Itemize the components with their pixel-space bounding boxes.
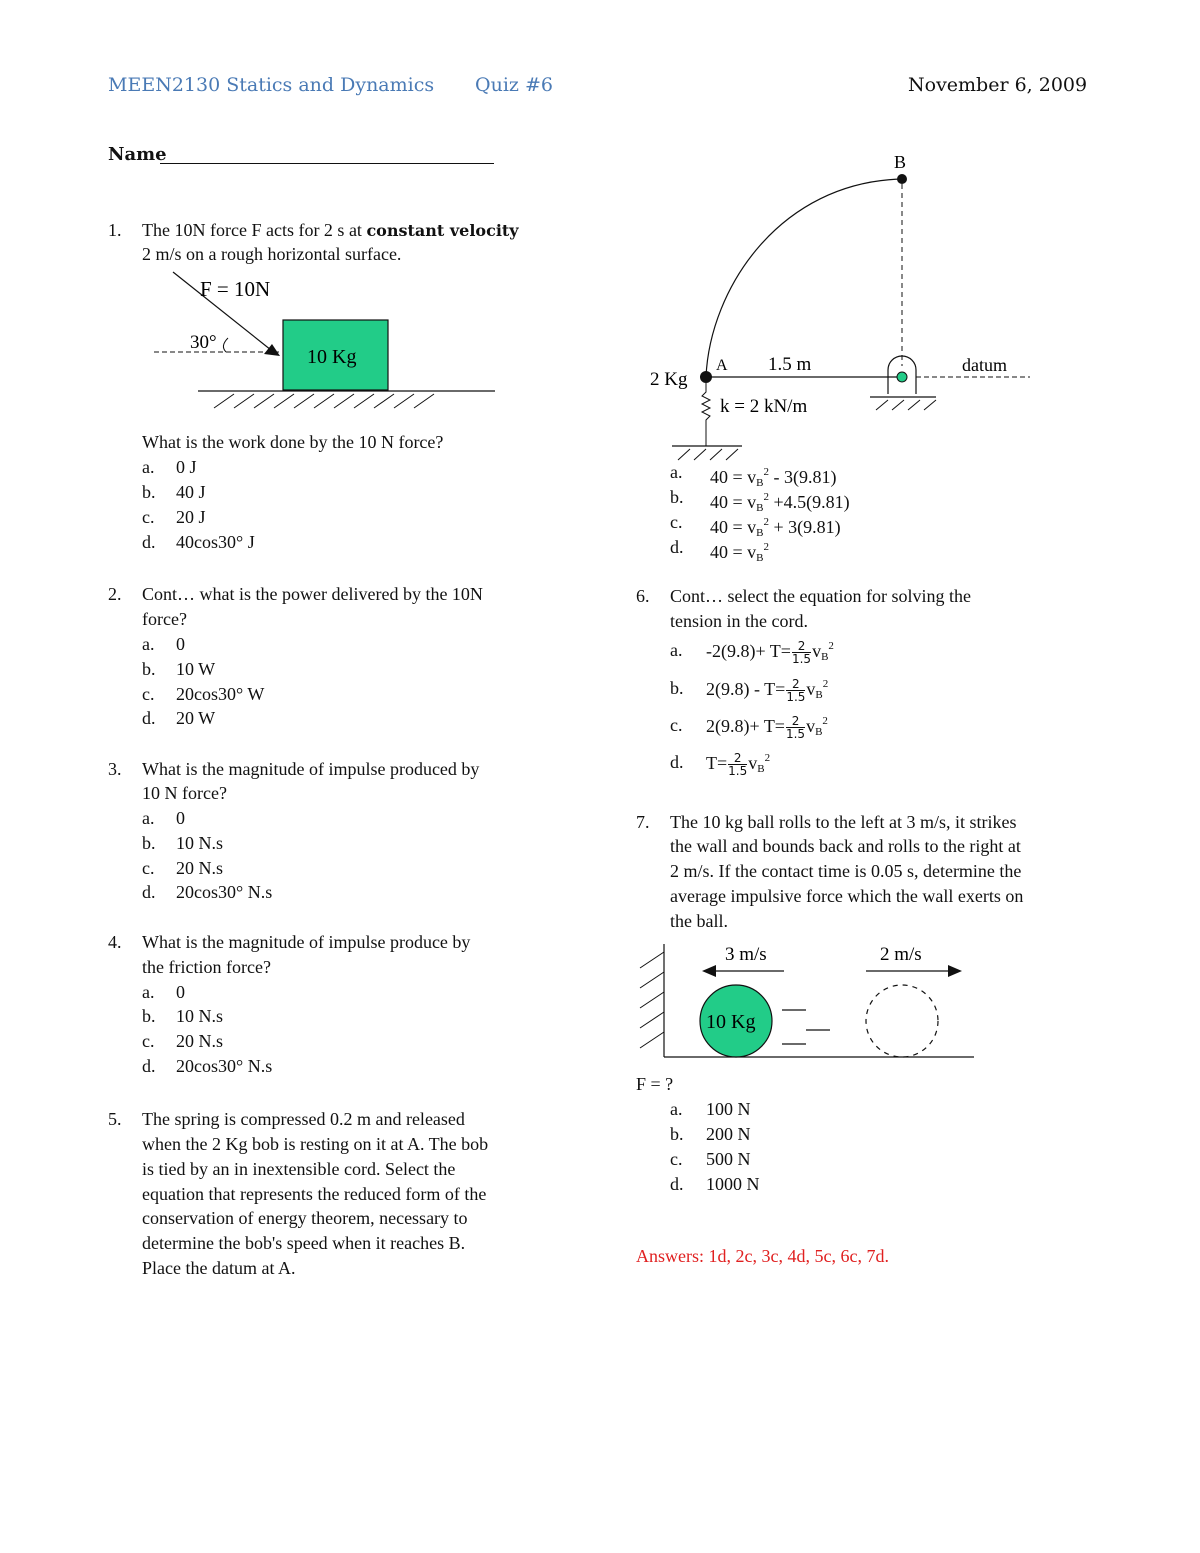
q6-option-letter: b. bbox=[670, 678, 684, 698]
q5-text-line: equation that represents the reduced form of the bbox=[142, 1184, 487, 1204]
q6-option-letter: d. bbox=[670, 752, 684, 772]
q3-text-line1: What is the magnitude of impulse produced by bbox=[142, 759, 480, 779]
q5-option-d[interactable]: $40 = v_B^2$ bbox=[710, 541, 769, 564]
q7-text-line: 2 m/s. If the contact time is 0.05 s, determine the bbox=[670, 861, 1022, 881]
q2-option-b[interactable]: 10 W bbox=[176, 659, 216, 679]
q6-text-line2: tension in the cord. bbox=[670, 611, 808, 631]
q6-number: 6. bbox=[636, 586, 650, 606]
name-label: Name bbox=[108, 144, 167, 165]
q6-option-d[interactable]: T= $\frac{2}{1.5}$ $v_B^2$ bbox=[706, 751, 771, 779]
q5-option-a[interactable]: $40 = v_B^2 - 3(9.81)$ bbox=[710, 466, 837, 489]
spring-label: k = 2 kN/m bbox=[720, 396, 808, 417]
ball-rebound bbox=[866, 985, 938, 1057]
q5-text-line: is tied by an in inextensible cord. Select the bbox=[142, 1159, 456, 1179]
q1-option-a[interactable]: 0 J bbox=[176, 457, 197, 477]
q1-text-line2: 2 m/s on a rough horizontal surface. bbox=[142, 244, 402, 264]
q1-block-diagram bbox=[140, 268, 510, 413]
q7-option-c[interactable]: 500 N bbox=[706, 1149, 751, 1169]
q3-option-letter: d. bbox=[142, 882, 156, 902]
q1-text-line1: The 10N force F acts for 2 s at constant velocity bbox=[142, 220, 519, 240]
q1-option-c[interactable]: 20 J bbox=[176, 507, 206, 527]
q6-option-b[interactable]: 2(9.8) - T= $\frac{2}{1.5}$ $v_B^2$ bbox=[706, 677, 829, 705]
q7-number: 7. bbox=[636, 812, 650, 832]
q6-option-letter: a. bbox=[670, 640, 683, 660]
q2-text-line2: force? bbox=[142, 609, 187, 629]
q1-option-letter: c. bbox=[142, 507, 155, 527]
swing-arc bbox=[706, 179, 902, 377]
q3-option-b[interactable]: 10 N.s bbox=[176, 833, 224, 853]
point-b-label: B bbox=[894, 152, 907, 172]
q4-option-a[interactable]: 0 bbox=[176, 982, 185, 1002]
q3-number: 3. bbox=[108, 759, 122, 779]
q4-option-d[interactable]: 20cos30° N.s bbox=[176, 1056, 273, 1076]
answer-key: Answers: 1d, 2c, 3c, 4d, 5c, 6c, 7d. bbox=[636, 1246, 889, 1266]
q4-text-line2: the friction force? bbox=[142, 957, 271, 977]
q5-text-line: Place the datum at A. bbox=[142, 1258, 296, 1278]
q1-angle-label: 30° bbox=[190, 332, 217, 353]
bob-a bbox=[700, 371, 712, 383]
q2-option-letter: a. bbox=[142, 634, 155, 654]
q3-option-letter: b. bbox=[142, 833, 156, 853]
q3-option-letter: c. bbox=[142, 858, 155, 878]
pin bbox=[897, 372, 907, 382]
velocity-right-label: 2 m/s bbox=[880, 944, 922, 965]
length-label: 1.5 m bbox=[768, 354, 812, 375]
wall-hatch bbox=[640, 952, 664, 1048]
spring bbox=[702, 383, 710, 446]
q5-option-b[interactable]: $40 = v_B^2 +4.5(9.81)$ bbox=[710, 491, 850, 514]
q2-option-d[interactable]: 20 W bbox=[176, 708, 216, 728]
ball-mass-label: 10 Kg bbox=[706, 1011, 756, 1033]
q6-option-letter: c. bbox=[670, 715, 683, 735]
q1-ground-hatch bbox=[214, 394, 434, 408]
q2-option-letter: b. bbox=[142, 659, 156, 679]
q7-text-line: The 10 kg ball rolls to the left at 3 m/s, it strikes bbox=[670, 812, 1017, 832]
q7-prompt: F = ? bbox=[636, 1074, 674, 1094]
q5-pendulum-diagram bbox=[640, 148, 1040, 466]
quiz-title: Quiz #6 bbox=[475, 74, 553, 96]
q2-option-a[interactable]: 0 bbox=[176, 634, 185, 654]
q5-option-c[interactable]: $40 = v_B^2 + 3(9.81)$ bbox=[710, 516, 841, 539]
q4-number: 4. bbox=[108, 932, 122, 952]
course-title: MEEN2130 Statics and Dynamics bbox=[108, 74, 435, 96]
q5-option-letter: b. bbox=[670, 487, 684, 507]
point-a-label: A bbox=[716, 357, 728, 374]
q7-text-line: the ball. bbox=[670, 911, 728, 931]
q4-option-c[interactable]: 20 N.s bbox=[176, 1031, 224, 1051]
datum-label: datum bbox=[962, 355, 1007, 375]
name-field[interactable] bbox=[160, 163, 494, 164]
q2-option-letter: d. bbox=[142, 708, 156, 728]
q7-option-b[interactable]: 200 N bbox=[706, 1124, 751, 1144]
q4-option-letter: a. bbox=[142, 982, 155, 1002]
q2-text-line1: Cont… what is the power delivered by the 10N bbox=[142, 584, 483, 604]
q3-option-d[interactable]: 20cos30° N.s bbox=[176, 882, 273, 902]
q5-text-line: when the 2 Kg bob is resting on it at A. The bob bbox=[142, 1134, 489, 1154]
q1-option-b[interactable]: 40 J bbox=[176, 482, 206, 502]
q5-text-line: The spring is compressed 0.2 m and released bbox=[142, 1109, 465, 1129]
arrow-left bbox=[702, 965, 716, 977]
q7-option-letter: a. bbox=[670, 1099, 683, 1119]
velocity-left-label: 3 m/s bbox=[725, 944, 767, 965]
q7-option-a[interactable]: 100 N bbox=[706, 1099, 751, 1119]
q1-prompt: What is the work done by the 10 N force? bbox=[142, 432, 444, 452]
q1-option-letter: a. bbox=[142, 457, 155, 477]
q4-text-line1: What is the magnitude of impulse produce by bbox=[142, 932, 471, 952]
q2-number: 2. bbox=[108, 584, 122, 604]
q5-option-letter: d. bbox=[670, 537, 684, 557]
q7-option-letter: c. bbox=[670, 1149, 683, 1169]
q5-text-line: determine the bob's speed when it reaches B. bbox=[142, 1233, 466, 1253]
q1-option-letter: d. bbox=[142, 532, 156, 552]
q5-number: 5. bbox=[108, 1109, 122, 1129]
q5-text-line: conservation of energy theorem, necessary to bbox=[142, 1208, 468, 1228]
q7-text-line: the wall and bounds back and rolls to the right at bbox=[670, 836, 1021, 856]
q7-text-line: average impulsive force which the wall exerts on bbox=[670, 886, 1024, 906]
q6-option-c[interactable]: 2(9.8)+ T= $\frac{2}{1.5}$ $v_B^2$ bbox=[706, 714, 828, 742]
q4-option-letter: d. bbox=[142, 1056, 156, 1076]
q5-option-letter: a. bbox=[670, 462, 683, 482]
q1-force-label: F = 10N bbox=[200, 277, 271, 301]
q6-text-line1: Cont… select the equation for solving the bbox=[670, 586, 971, 606]
q3-text-line2: 10 N force? bbox=[142, 783, 227, 803]
q5-option-letter: c. bbox=[670, 512, 683, 532]
q1-mass-label: 10 Kg bbox=[307, 346, 357, 368]
q1-option-d[interactable]: 40cos30° J bbox=[176, 532, 255, 552]
q2-option-c[interactable]: 20cos30° W bbox=[176, 684, 265, 704]
q3-option-a[interactable]: 0 bbox=[176, 808, 185, 828]
q4-option-b[interactable]: 10 N.s bbox=[176, 1006, 224, 1026]
q7-option-letter: d. bbox=[670, 1174, 684, 1194]
q3-option-letter: a. bbox=[142, 808, 155, 828]
q1-number: 1. bbox=[108, 220, 122, 240]
quiz-date: November 6, 2009 bbox=[908, 74, 1088, 96]
q7-option-d[interactable]: 1000 N bbox=[706, 1174, 760, 1194]
q2-option-letter: c. bbox=[142, 684, 155, 704]
point-b-marker bbox=[897, 174, 907, 184]
q6-option-a[interactable]: -2(9.8)+ T= $\frac{2}{1.5}$ $v_B^2$ bbox=[706, 639, 834, 667]
q3-option-c[interactable]: 20 N.s bbox=[176, 858, 224, 878]
q7-option-letter: b. bbox=[670, 1124, 684, 1144]
arrow-right bbox=[948, 965, 962, 977]
q4-option-letter: c. bbox=[142, 1031, 155, 1051]
q7-ball-diagram bbox=[630, 938, 980, 1068]
q1-option-letter: b. bbox=[142, 482, 156, 502]
q4-option-letter: b. bbox=[142, 1006, 156, 1026]
mass-label: 2 Kg bbox=[650, 369, 688, 390]
